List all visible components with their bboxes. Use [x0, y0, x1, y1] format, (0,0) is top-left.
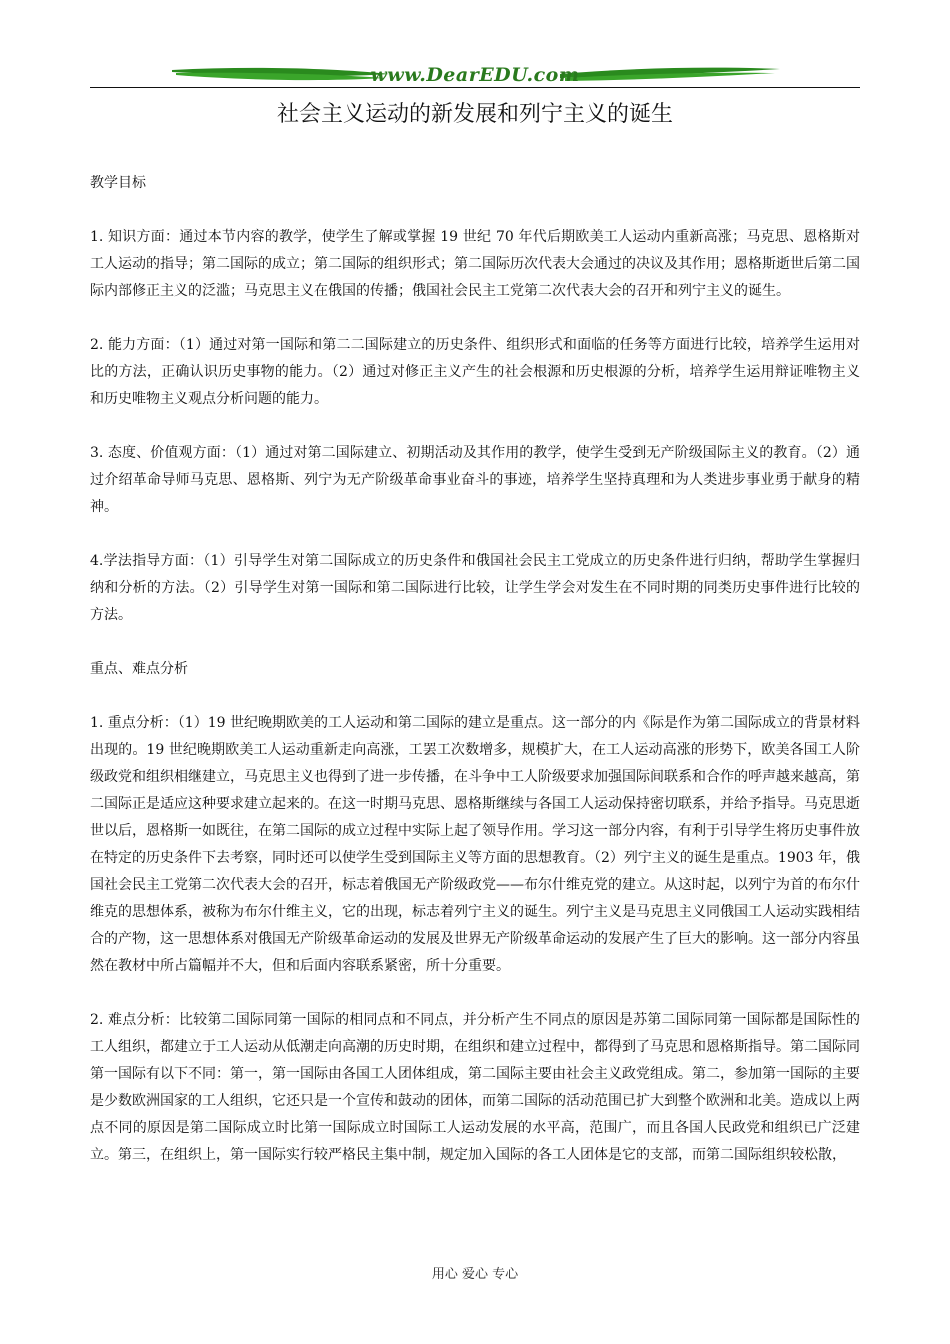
section-heading-key-points: 重点、难点分析 [90, 661, 188, 677]
section-heading-objectives: 教学目标 [90, 175, 146, 191]
paragraph: 1. 知识方面：通过本节内容的教学，使学生了解或掌握 19 世纪 70 年代后期欧美工人运动内重新高涨；马克思、恩格斯对工人运动的指导；第二国际的成立；第二国际的组织形式；第二国际历次代表大会通过的决议及其作用；恩格斯逝世后第二国际内部修正主义的泛滥；马克思主义在俄国的传播；俄国社会民主工党第二次代表大会的召开和列宁主义的诞生。 [90, 229, 860, 299]
page-title: 社会主义运动的新发展和列宁主义的诞生 [276, 102, 673, 127]
site-name: www.DearEDU.com [370, 64, 580, 86]
document-body [90, 170, 860, 1196]
paragraph: 2. 能力方面：（1）通过对第一国际和第二二国际建立的历史条件、组织形式和面临的任务等方面进行比较，培养学生运用对比的方法，正确认识历史事物的能力。（2）通过对修正主义产生的社会根源和历史根源的分析，培养学生运用辩证唯物主义和历史唯物主义观点分析问题的能力。 [90, 337, 860, 407]
header-rule [90, 87, 860, 88]
page-footer: 用心 爱心 专心 [431, 1267, 519, 1282]
paragraph: 3. 态度、价值观方面：（1）通过对第二国际建立、初期活动及其作用的教学，使学生受到无产阶级国际主义的教育。（2）通过介绍革命导师马克思、恩格斯、列宁为无产阶级革命事业奋斗的事迹，培养学生坚持真理和为人类进步事业勇于献身的精神。 [90, 445, 860, 515]
paragraph: 4.学法指导方面：（1）引导学生对第二国际成立的历史条件和俄国社会民主工党成立的历史条件进行归纳，帮助学生掌握归纳和分析的方法。（2）引导学生对第一国际和第二国际进行比较，让学生学会对发生在不同时期的同类历史事件进行比较的方法。 [90, 553, 860, 623]
paragraph: 2. 难点分析：比较第二国际同第一国际的相同点和不同点，并分析产生不同点的原因是苏第二国际同第一国际都是国际性的工人组织，都建立于工人运动从低潮走向高潮的历史时期，在组织和建立过程中，都得到了马克思和恩格斯指导。第二国际同第一国际有以下不同：第一，第一国际由各国工人团体组成，第二国际主要由社会主义政党组成。第二，参加第一国际的主要是少数欧洲国家的工人组织，它还只是一个宣传和鼓动的团体，而第二国际的活动范围已扩大到整个欧洲和北美。造成以上两点不同的原因是第二国际成立时比第一国际成立时国际工人运动发展的水平高，范围广，而且各国人民政党和组织已广泛建立。第三，在组织上，第一国际实行较严格民主集中制，规定加入国际的各工人团体是它的支部，而第二国际组织较松散， [90, 1012, 860, 1163]
paragraph: 1. 重点分析：（1）19 世纪晚期欧美的工人运动和第二国际的建立是重点。这一部分的内《际是作为第二国际成立的背景材料出现的。19 世纪晚期欧美工人运动重新走向高涨，工罢工次数增多，规模扩大，在工人运动高涨的形势下，欧美各国工人阶级政党和组织相继建立，马克思主义也得到了进一步传播，在斗争中工人阶级要求加强国际间联系和合作的呼声越来越高，第二国际正是适应这种要求建立起来的。在这一时期马克思、恩格斯继续与各国工人运动保持密切联系，并给予指导。马克思逝世以后，恩格斯一如既往，在第二国际的成立过程中实际上起了领导作用。学习这一部分内容，有利于引导学生将历史事件放在特定的历史条件下去考察，同时还可以使学生受到国际主义等方面的思想教育。（2）列宁主义的诞生是重点。1903 年，俄国社会民主工党第二次代表大会的召开，标志着俄国无产阶级政党——布尔什维克党的建立。从这时起，以列宁为首的布尔什维克的思想体系，被称为布尔什维主义，它的出现，标志着列宁主义的诞生。列宁主义是马克思主义同俄国工人运动实践相结合的产物，这一思想体系对俄国无产阶级革命运动的发展及世界无产阶级革命运动的发展产生了巨大的影响。这一部分内容虽然在教材中所占篇幅并不大，但和后面内容联系紧密，所十分重要。 [90, 715, 860, 974]
